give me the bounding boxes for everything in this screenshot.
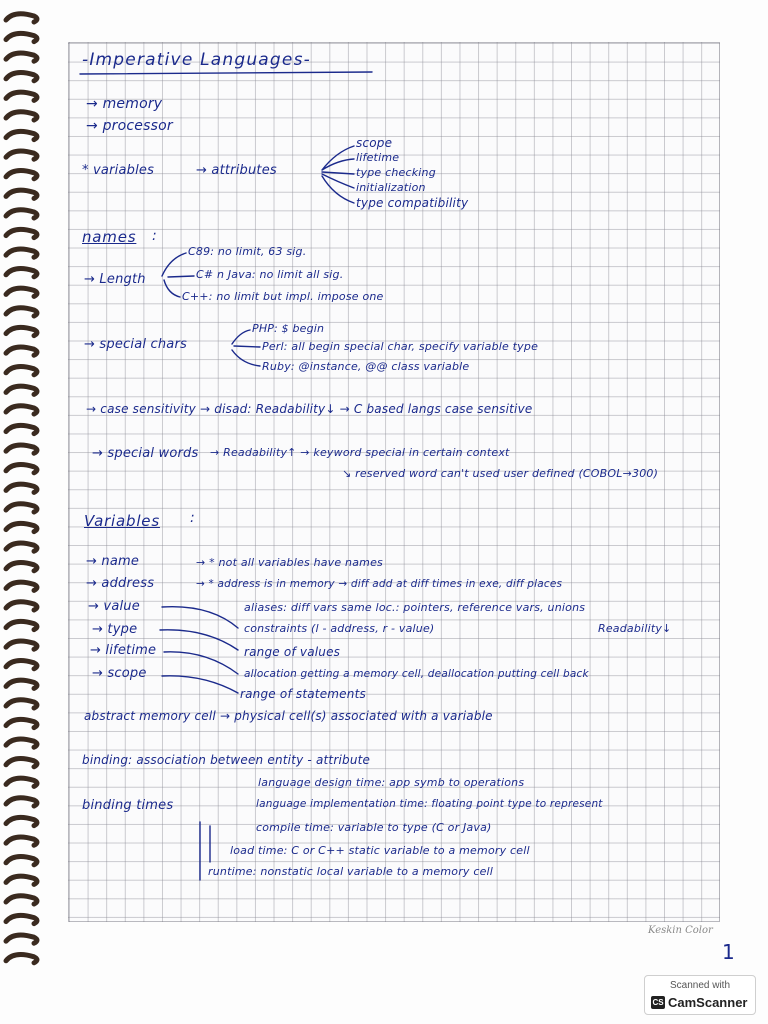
var-value-label: → value xyxy=(88,599,140,614)
variables-heading: Variables xyxy=(84,512,160,530)
spiral-binding xyxy=(0,0,48,1024)
spiral-ring xyxy=(6,602,37,610)
notebook-brand-mark: Keskin Color xyxy=(648,925,713,936)
special-words-line1: → Readability↑ → keyword special in certain context xyxy=(210,446,510,459)
spiral-ring xyxy=(6,523,37,531)
intro-processor: → processor xyxy=(86,118,173,134)
spiral-ring xyxy=(6,661,37,669)
page-title: -Imperative Languages- xyxy=(82,50,311,70)
length-cpp: C++: no limit but impl. impose one xyxy=(182,290,384,303)
attr-initialization: initialization xyxy=(356,181,426,194)
abstract-memory-cell: abstract memory cell → physical cell(s) associated with a variable xyxy=(84,709,493,723)
spiral-ring xyxy=(6,935,37,943)
scanner-caption: Scanned with xyxy=(669,980,731,991)
binding-compile-time: compile time: variable to type (C or Java) xyxy=(256,821,492,834)
spiral-ring xyxy=(6,543,37,551)
spiral-ring xyxy=(6,308,37,316)
var-type-label: → type xyxy=(92,622,138,637)
spiral-ring xyxy=(6,955,37,963)
var-scope-label: → scope xyxy=(92,666,147,681)
special-chars-label: → special chars xyxy=(84,337,187,352)
var-name-label: → name xyxy=(86,554,140,569)
spiral-ring xyxy=(6,739,37,747)
special-perl: Perl: all begin special char, specify variable type xyxy=(262,340,539,353)
spiral-ring xyxy=(6,249,37,257)
spiral-ring xyxy=(6,327,37,335)
camscanner-logo-icon: CS xyxy=(652,998,664,1007)
spiral-ring xyxy=(6,778,37,786)
var-type-note: Readability↓ xyxy=(598,622,672,635)
length-c89: C89: no limit, 63 sig. xyxy=(188,245,307,258)
spiral-ring xyxy=(6,896,37,904)
spiral-ring xyxy=(6,386,37,394)
names-colon: : xyxy=(152,228,157,244)
page-number: 1 xyxy=(722,940,735,964)
spiral-ring xyxy=(6,73,37,81)
spiral-ring xyxy=(6,269,37,277)
spiral-ring xyxy=(6,857,37,865)
spiral-ring xyxy=(6,504,37,512)
attr-type-compatibility: type compatibility xyxy=(356,196,469,210)
spiral-ring xyxy=(6,190,37,198)
spiral-ring xyxy=(6,347,37,355)
var-type-desc: constraints (l - address, r - value) xyxy=(244,622,435,635)
spiral-ring xyxy=(6,53,37,61)
spiral-ring xyxy=(6,641,37,649)
special-php: PHP: $ begin xyxy=(252,322,325,335)
spiral-ring xyxy=(6,484,37,492)
var-value-desc: aliases: diff vars same loc.: pointers, reference vars, unions xyxy=(244,601,586,614)
special-ruby: Ruby: @instance, @@ class variable xyxy=(262,360,470,373)
var-address-desc: → * address is in memory → diff add at diff times in exe, diff places xyxy=(196,578,563,590)
binding-design-time: language design time: app symb to operations xyxy=(258,776,525,789)
spiral-ring xyxy=(6,367,37,375)
scanner-brand-name: CamScanner xyxy=(668,995,748,1010)
attr-scope: scope xyxy=(356,136,393,150)
var-name-desc: → * not all variables have names xyxy=(196,556,383,569)
spiral-ring xyxy=(6,131,37,139)
variables-colon: : xyxy=(190,510,195,526)
spiral-ring xyxy=(6,680,37,688)
var-statements: range of statements xyxy=(240,687,366,701)
spiral-ring xyxy=(6,621,37,629)
length-csharp-java: C# n Java: no limit all sig. xyxy=(196,268,344,281)
spiral-ring xyxy=(6,759,37,767)
spiral-ring xyxy=(6,915,37,923)
binding-definition: binding: association between entity - attribute xyxy=(82,753,371,767)
case-sensitivity: → case sensitivity → disad: Readability↓ → C based langs case sensitive xyxy=(86,402,533,416)
spiral-ring xyxy=(6,33,37,41)
spiral-ring xyxy=(6,582,37,590)
var-lifetime-desc: range of values xyxy=(244,645,341,659)
spiral-ring xyxy=(6,229,37,237)
special-words-line2: ↘ reserved word can't used user defined (COBOL→300) xyxy=(342,467,659,480)
names-heading: names xyxy=(82,228,137,246)
spiral-ring xyxy=(6,151,37,159)
spiral-ring xyxy=(6,171,37,179)
spiral-ring xyxy=(6,837,37,845)
attr-lifetime: lifetime xyxy=(356,151,400,164)
var-lifetime-label: → lifetime xyxy=(90,643,157,658)
spiral-ring xyxy=(6,798,37,806)
spiral-ring xyxy=(6,14,37,22)
var-address-label: → address xyxy=(86,576,155,591)
spiral-ring xyxy=(6,465,37,473)
spiral-ring xyxy=(6,719,37,727)
intro-attributes: → attributes xyxy=(196,163,277,178)
spiral-ring xyxy=(6,288,37,296)
spiral-ring xyxy=(6,876,37,884)
intro-variables: * variables xyxy=(82,163,155,178)
camscanner-badge xyxy=(644,975,756,1015)
binding-times-label: binding times xyxy=(82,798,174,813)
binding-load-time: load time: C or C++ static variable to a memory cell xyxy=(230,844,530,857)
spiral-ring xyxy=(6,817,37,825)
binding-runtime: runtime: nonstatic local variable to a memory cell xyxy=(208,865,494,878)
spiral-ring xyxy=(6,406,37,414)
spiral-ring xyxy=(6,112,37,120)
binding-implementation-time: language implementation time: floating point type to represent xyxy=(256,798,603,810)
spiral-ring xyxy=(6,445,37,453)
spiral-ring xyxy=(6,92,37,100)
spiral-ring xyxy=(6,700,37,708)
spiral-ring xyxy=(6,563,37,571)
attr-type-checking: type checking xyxy=(356,166,436,179)
length-label: → Length xyxy=(84,272,146,287)
special-words-label: → special words xyxy=(92,446,199,461)
spiral-ring xyxy=(6,425,37,433)
spiral-ring xyxy=(6,210,37,218)
intro-memory: → memory xyxy=(86,96,163,112)
var-scope-desc: allocation getting a memory cell, deallocation putting cell back xyxy=(244,668,589,680)
